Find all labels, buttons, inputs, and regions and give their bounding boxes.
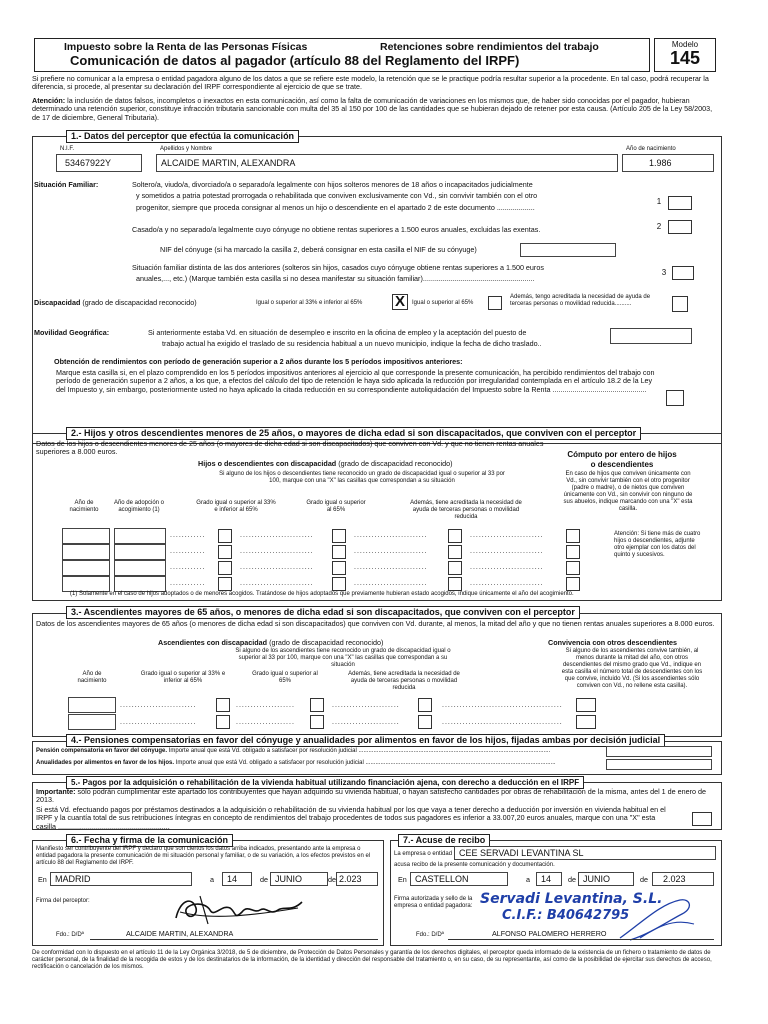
section-5-importante: [36, 788, 716, 805]
perceptor-signature-image: [170, 890, 310, 930]
s2-birth-cell[interactable]: [62, 560, 110, 576]
importante-body: sólo podrán cumplimentar este apartado los contribuyentes que hayan adquirido su vivienda habitual, o hayan satisfecho cantidades por obras de rehabilitación de la misma, antes del 1 de enero de 2013.: [36, 787, 707, 805]
s2-dots: .........................: [354, 532, 428, 539]
s7-fdo-name: ALFONSO PALOMERO HERRERO: [492, 929, 607, 938]
s7-year-field[interactable]: 2.023: [652, 872, 714, 886]
s7-empresa-label: La empresa o entidad: [394, 851, 453, 857]
section-2-disc-sub: (grado de discapacidad reconocido): [338, 459, 453, 468]
s6-en-label: En: [38, 875, 47, 884]
s3-dots: ..........................: [120, 702, 197, 709]
discapacidad-33-checkbox[interactable]: [392, 294, 408, 310]
s2-col-adopcion: Año de adopción o acogimiento (1): [113, 500, 165, 513]
s7-a-label: a: [526, 875, 530, 884]
form-modelo-145: [30, 36, 742, 1016]
s7-month-field[interactable]: JUNIO: [578, 872, 634, 886]
header-retenciones-label: Retenciones sobre rendimientos del trabajo: [380, 41, 599, 53]
obtencion-text: Marque esta casilla si, en el plazo comprendido en los 5 períodos impositivos anteriores al ejercicio al que corresponde la presente comunicación, ha percibido rendimientos del trabajo con período de generación superior a 2 años, a los que, a efectos del cálculo del tipo de retención le haya sido aplicada la reducción por irregularidad contemplada en el artículo 18.2 de la Ley del Impuesto y, sin embargo, posteriormente usted no haya aplicado la citada reducción en su correspondiente autoliquidación del Impuesto sobre la Renta ...............................................: [56, 368, 655, 394]
s2-dots: ............: [170, 532, 206, 539]
discapacidad-label: [34, 299, 197, 307]
s2-adopcion-cell[interactable]: [114, 528, 166, 544]
s2-grado-33-checkbox[interactable]: [218, 561, 232, 575]
s3-birth-cell[interactable]: [68, 714, 116, 730]
s6-day-field[interactable]: 14: [222, 872, 252, 886]
s2-birth-cell[interactable]: [62, 576, 110, 592]
s2-grado-65-checkbox[interactable]: [332, 529, 346, 543]
s6-fdo-label: Fdo.: D/Dª: [56, 932, 84, 938]
section-4-title: 4.- Pensiones compensatorias en favor del cónyuge y anualidades por alimentos en favor de los hijos, fijadas ambas por decisión judicial: [66, 734, 665, 747]
anualidades-text: Importe anual que está Vd. obligado a satisfacer por resolución judicial: [175, 760, 364, 766]
section-2-disc-title: Hijos o descendientes con discapacidad: [198, 459, 337, 468]
s2-grado-65-checkbox[interactable]: [332, 577, 346, 591]
s2-dots: .........................: [240, 580, 314, 587]
situacion-3-checkbox[interactable]: [672, 266, 694, 280]
s2-adopcion-cell[interactable]: [114, 576, 166, 592]
situacion-1-checkbox[interactable]: [668, 196, 692, 210]
s2-ayuda-checkbox[interactable]: [448, 561, 462, 575]
s2-grado-65-checkbox[interactable]: [332, 545, 346, 559]
movilidad-label: Movilidad Geográfica:: [34, 328, 110, 337]
s7-en-label: En: [398, 875, 407, 884]
situacion-1-number: 1: [656, 197, 662, 206]
birth-year-field[interactable]: 1.986: [622, 154, 714, 172]
s2-grado-65-checkbox[interactable]: [332, 561, 346, 575]
s2-ayuda-checkbox[interactable]: [448, 545, 462, 559]
anualidades-label: Anualidades por alimentos en favor de los hijos.: [36, 760, 175, 766]
s2-birth-cell[interactable]: [62, 528, 110, 544]
s6-city-field[interactable]: MADRID: [50, 872, 192, 886]
s7-de2-label: de: [640, 875, 648, 884]
s2-dots: .........................: [354, 564, 428, 571]
s2-col-grado-33: Grado igual o superior al 33% e inferior al 65%: [196, 500, 276, 513]
pension-amount-field[interactable]: [606, 746, 712, 757]
s7-day-field[interactable]: 14: [536, 872, 562, 886]
section-6-title: 6.- Fecha y firma de la comunicación: [66, 834, 233, 847]
s3-dots: .........................................: [442, 702, 563, 709]
pension-label: Pensión compensatoria en favor del cónyuge.: [36, 748, 168, 754]
situacion-2-text: Casado/a y no separado/a legalmente cuyo cónyuge no obtiene rentas superiores a 1.500 euros anuales, excluidas las exentas.: [132, 225, 541, 234]
s2-adopcion-cell[interactable]: [114, 560, 166, 576]
s2-dots: ............: [170, 548, 206, 555]
header-irpf-label: Impuesto sobre la Renta de las Personas Físicas: [64, 41, 308, 53]
section-2-disc-note: Si alguno de los hijos o descendientes tiene reconocido un grado de discapacidad igual o superior al 33 por 100, marque con una "X" las casillas que correspondan a su situación: [219, 471, 505, 484]
anualidades-dots: ..................................................................................................................: [365, 760, 556, 766]
atencion-label: Atención:: [32, 96, 66, 105]
s2-dots: ............: [170, 564, 206, 571]
s7-empresa-field[interactable]: CEE SERVADI LEVANTINA SL: [454, 846, 716, 860]
atencion-body: la inclusión de datos falsos, incompletos o inexactos en esta comunicación, así como la falta de comunicación de variaciones en los mismos que, de haber sido conocidas por el pagador, hubieran determinado una retención superior, constituye infracción tributaria sancionable con multa del 35 al 150 por 100 de las cantidades que se hubieran dejado de retener por esta causa. (Artículo 205 de la Ley 58/2003, de 17 de diciembre, General Tributaria).: [32, 96, 713, 122]
footer-legal-text: De conformidad con lo dispuesto en el artículo 11 de la Ley Orgánica 3/2018, de 5 de diciembre, de Protección de Datos Personales y garantía de los derechos digitales, el perceptor queda informado de la existencia de un fichero o tratamiento de datos de carácter personal, de la finalidad de la recogida de estos y de los destinatarios de la información, de la identidad y dirección del responsable del tratamiento o, en su caso, de su representante, así como de la posibilidad de ejercitar sus derechos de acceso, rectificación o cancelación de los mismos.: [32, 950, 712, 970]
section-2-atencion: Atención: Si tiene más de cuatro hijos o descendientes, adjunte otro ejemplar con los datos del quinto y sucesivos.: [614, 531, 701, 558]
s2-ayuda-checkbox[interactable]: [448, 529, 462, 543]
situacion-familiar-label: Situación Familiar:: [34, 180, 99, 189]
modelo-box: [654, 38, 716, 72]
s3-convivencia-field[interactable]: [576, 698, 596, 712]
section-6-text: Manifiesto ser contribuyente del IRPF y declaro que son ciertos los datos arriba indicados, presentando ante la empresa o entidad pagadora la presente comunicación de mi situación personal y familiar, o de su variación, a los efectos previstos en el artículo 88 del Reglamento del IRPF.: [36, 846, 371, 866]
s2-computo-checkbox[interactable]: [566, 577, 580, 591]
s7-firma-label: Firma autorizada y sello de la empresa o entidad pagadora:: [394, 896, 473, 909]
s2-dots: .........................: [240, 548, 314, 555]
modelo-number: 145: [669, 48, 701, 68]
s6-a-label: a: [210, 875, 214, 884]
s2-col-birth: Año de nacimiento: [69, 500, 99, 513]
situacion-1-line-a: Soltero/a, viudo/a, divorciado/a o separado/a legalmente con hijos solteros menores de 18 años o incapacitados judicialmente: [132, 180, 533, 189]
obtencion-checkbox[interactable]: [666, 390, 684, 406]
section-1-title: 1.- Datos del perceptor que efectúa la comunicación: [66, 130, 299, 143]
s2-dots: .........................: [470, 580, 544, 587]
company-signature-image: [610, 894, 700, 944]
discapacidad-option-ayuda: Además, tengo acreditada la necesidad de ayuda de terceras personas o movilidad reducida..........: [510, 294, 651, 307]
discapacidad-option-33: Igual o superior al 33% e inferior al 65%: [256, 300, 363, 306]
s3-ayuda-checkbox[interactable]: [418, 698, 432, 712]
s3-grado-33-checkbox[interactable]: [216, 715, 230, 729]
company-stamp-name: Servadi Levantina, S.L.: [480, 891, 663, 907]
s2-birth-cell[interactable]: [62, 544, 110, 560]
section-3-title: 3.- Ascendientes mayores de 65 años, o menores de dicha edad si son discapacitados, que conviven con el perceptor: [66, 606, 580, 619]
s3-col-ayuda: Además, tiene acreditada la necesidad de ayuda de terceras personas o movilidad reducida: [348, 671, 460, 691]
situacion-3-line-b: anuales,..., etc.) (Marque también esta casilla si no desea manifestar su situación familiar)........................................................: [136, 274, 535, 283]
s6-month-field[interactable]: JUNIO: [270, 872, 328, 886]
atencion-text: [32, 97, 722, 122]
s2-dots: .........................: [470, 548, 544, 555]
s3-dots: .........................................: [442, 719, 563, 726]
s2-col-ayuda: Además, tiene acreditada la necesidad de ayuda de terceras personas o movilidad reducida: [410, 500, 522, 520]
birth-year-label: Año de nacimiento: [626, 146, 676, 152]
section-3-conv-heading: Convivencia con otros descendientes: [548, 638, 678, 647]
situacion-2-checkbox[interactable]: [668, 220, 692, 234]
s7-fdo-label: Fdo.: D/Dª: [416, 932, 444, 938]
section-5-text: Si está Vd. efectuando pagos por préstamos destinados a la adquisición o rehabilitación de su vivienda habitual por los que vaya a tener derecho a deducción por inversión en vivienda habitual en el IRPF y la cuantía total de sus retribuciones íntegras en concepto de rendimientos del trabajo procedentes de todos sus pagadores es inferior a 33.007,20 euros anuales, marque con una "X" esta casilla ........................................................: [36, 805, 666, 831]
situacion-1-line-b: y sometidos a patria potestad prorrogada o rehabilitada que conviven exclusivamente con Vd., sin convivir también con el otro: [136, 191, 538, 200]
page-title: Comunicación de datos al pagador (artículo 88 del Reglamento del IRPF): [70, 53, 520, 68]
s3-grado-65-checkbox[interactable]: [310, 715, 324, 729]
pension-dots: ...................................................................................................................: [358, 748, 551, 754]
modelo-label: Modelo: [671, 40, 699, 49]
s2-col-grado-65: Grado igual o superior al 65%: [306, 500, 366, 513]
section-3-disc-heading: [158, 639, 383, 647]
discapacidad-option-65: Igual o superior al 65%: [412, 300, 474, 306]
section-2-intro: Datos de los hijos o descendientes menores de 25 años (o mayores de dicha edad si son discapacitados) que conviven con Vd. y que no tienen rentas anuales superiores a 8.000 euros.: [36, 439, 544, 457]
pension-row: [36, 748, 550, 755]
s3-convivencia-field[interactable]: [576, 715, 596, 729]
section-3-conv-note: Si alguno de los ascendientes convive también, al menos durante la mitad del año, con otros descendientes del mismo grado que Vd., indique en esta casilla el número total de descendientes con los que convive, incluido Vd. (Si los ascendientes sólo conviven con Vd., no rellene esta casilla).: [561, 648, 703, 689]
section-3-intro: Datos de los ascendientes mayores de 65 años (o menores de dicha edad si son discapacitados) que conviven con Vd. durante, al menos, la mitad del año y que no tienen rentas anuales superiores a 8.000 euros.: [36, 619, 715, 628]
discapacidad-65-checkbox[interactable]: [488, 296, 502, 310]
s3-dots: .......................: [332, 719, 400, 726]
s3-grado-33-checkbox[interactable]: [216, 698, 230, 712]
s7-city-field[interactable]: CASTELLON: [410, 872, 508, 886]
s2-computo-checkbox[interactable]: [566, 529, 580, 543]
s2-grado-33-checkbox[interactable]: [218, 545, 232, 559]
name-label: Apellidos y Nombre: [160, 146, 213, 152]
s3-dots: ....................: [236, 702, 295, 709]
situacion-3-number: 3: [661, 268, 667, 277]
section-2-disc-heading: [198, 460, 452, 468]
s6-firma-label: Firma del perceptor:: [36, 898, 90, 904]
s2-dots: ............: [170, 580, 206, 587]
s3-birth-cell[interactable]: [68, 697, 116, 713]
section-3-disc-note: Si alguno de los ascendientes tiene reconocido un grado de discapacidad igual o superior al 33 por 100, marque con una "X" las casillas que correspondan a su situación: [235, 648, 451, 668]
s2-computo-checkbox[interactable]: [566, 561, 580, 575]
movilidad-line-a: Si anteriormente estaba Vd. en situación de desempleo e inscrito en la oficina de empleo y la aceptación del puesto de: [148, 328, 527, 337]
situacion-3-line-a: Situación familiar distinta de las dos anteriores (solteros sin hijos, casados cuyo cónyuge obtiene rentas superiores a 1.500 euros: [132, 263, 544, 272]
s2-dots: .........................: [354, 548, 428, 555]
s2-dots: .........................: [470, 532, 544, 539]
movilidad-line-b: trabajo actual ha exigido el traslado de su residencia habitual a un nuevo municipio, indique la fecha de dicho traslado..: [162, 339, 542, 348]
name-field[interactable]: ALCAIDE MARTIN, ALEXANDRA: [156, 154, 618, 172]
s2-ayuda-checkbox[interactable]: [448, 577, 462, 591]
s6-fdo-rule: [90, 939, 378, 940]
section-5-title: 5.- Pagos por la adquisición o rehabilitación de la vivienda habitual utilizando financiación ajena, con derecho a deducción en el IRPF: [66, 776, 584, 789]
s2-dots: .........................: [354, 580, 428, 587]
intro-text: Si prefiere no comunicar a la empresa o entidad pagadora alguno de los datos a que se refiere este modelo, la retención que se le practique podría resultar superior a la procedente. En tal caso, podrá recuperar la diferencia, si procede, al presentar su declaración del IRPF correspondiente al ejercicio de que se trate.: [32, 74, 709, 92]
section-3-disc-title: Ascendientes con discapacidad: [158, 638, 268, 647]
s3-col-grado-65: Grado igual o superior al 65%: [252, 671, 318, 684]
s7-fdo-rule: [448, 939, 714, 940]
nif-conyuge-field[interactable]: [520, 243, 616, 257]
s6-year-field[interactable]: 2.023: [336, 872, 378, 886]
s2-dots: .........................: [240, 532, 314, 539]
s3-col-birth: Año de nacimiento: [77, 671, 107, 684]
nif-conyuge-label: NIF del cónyuge (si ha marcado la casilla 2, deberá consignar en esta casilla el NIF de su cónyuge): [160, 245, 477, 254]
s6-de2-label: de: [328, 875, 336, 884]
s3-dots: ....................: [236, 719, 295, 726]
nif-field[interactable]: 53467922Y: [56, 154, 142, 172]
section-5-checkbox[interactable]: [692, 812, 712, 826]
section-2-computo-heading: Cómputo por entero de hijos o descendientes: [567, 450, 677, 469]
section-3-disc-sub: (grado de discapacidad reconocido): [269, 638, 384, 647]
company-stamp-cif: C.I.F.: B40642795: [502, 908, 630, 923]
s3-grado-65-checkbox[interactable]: [310, 698, 324, 712]
discapacidad-33-mark: X: [394, 293, 405, 310]
discapacidad-ayuda-checkbox[interactable]: [672, 296, 688, 312]
s6-de1-label: de: [260, 875, 268, 884]
section-2-computo-note: En caso de hijos que conviven únicamente con Vd., sin convivir también con el otro progenitor (padre o madre), o de nietos que conviven únicamente con Vd., sin convivir con ninguno de sus abuelos, indique marcando con una "X" esta casilla.: [563, 471, 693, 512]
s3-dots: .......................: [332, 702, 400, 709]
situacion-2-number: 2: [656, 222, 662, 231]
importante-label: Importante:: [36, 787, 76, 796]
s3-dots: ..........................: [120, 719, 197, 726]
s2-grado-33-checkbox[interactable]: [218, 577, 232, 591]
section-2-title: 2.- Hijos y otros descendientes menores de 25 años, o mayores de dicha edad si son discapacitados, que conviven con el perceptor: [66, 427, 641, 440]
movilidad-date-field[interactable]: [610, 328, 692, 344]
obtencion-title: Obtención de rendimientos con período de generación superior a 2 años durante los 5 períodos impositivos anteriores:: [54, 357, 463, 366]
s2-grado-33-checkbox[interactable]: [218, 529, 232, 543]
s2-dots: .........................: [470, 564, 544, 571]
discapacidad-title: Discapacidad: [34, 298, 81, 307]
s7-de1-label: de: [568, 875, 576, 884]
situacion-1-line-c: progenitor, siempre que proceda consignar al menos un hijo o descendiente en el apartado 2 de este documento ...................: [136, 203, 535, 212]
nif-label: N.I.F.: [60, 146, 75, 152]
anualidades-row: [36, 760, 556, 767]
s6-fdo-name: ALCAIDE MARTIN, ALEXANDRA: [126, 929, 234, 938]
s7-acuse-text: acusa recibo de la presente comunicación y documentación.: [394, 862, 555, 868]
section-7-title: 7.- Acuse de recibo: [398, 834, 490, 847]
section-2-footnote: (1) Solamente en el caso de hijos adoptados o de menores acogidos. Tratándose de hijos adoptados que previamente hubieran estado acogidos, indique únicamente el año del acogimiento.: [70, 591, 574, 597]
s2-dots: .........................: [240, 564, 314, 571]
anualidades-amount-field[interactable]: [606, 759, 712, 770]
s2-computo-checkbox[interactable]: [566, 545, 580, 559]
discapacidad-subtitle: (grado de discapacidad reconocido): [82, 298, 197, 307]
s3-col-grado-33: Grado igual o superior al 33% e inferior al 65%: [140, 671, 226, 684]
s2-adopcion-cell[interactable]: [114, 544, 166, 560]
pension-text: Importe anual que está Vd. obligado a satisfacer por resolución judicial: [168, 748, 357, 754]
s3-ayuda-checkbox[interactable]: [418, 715, 432, 729]
